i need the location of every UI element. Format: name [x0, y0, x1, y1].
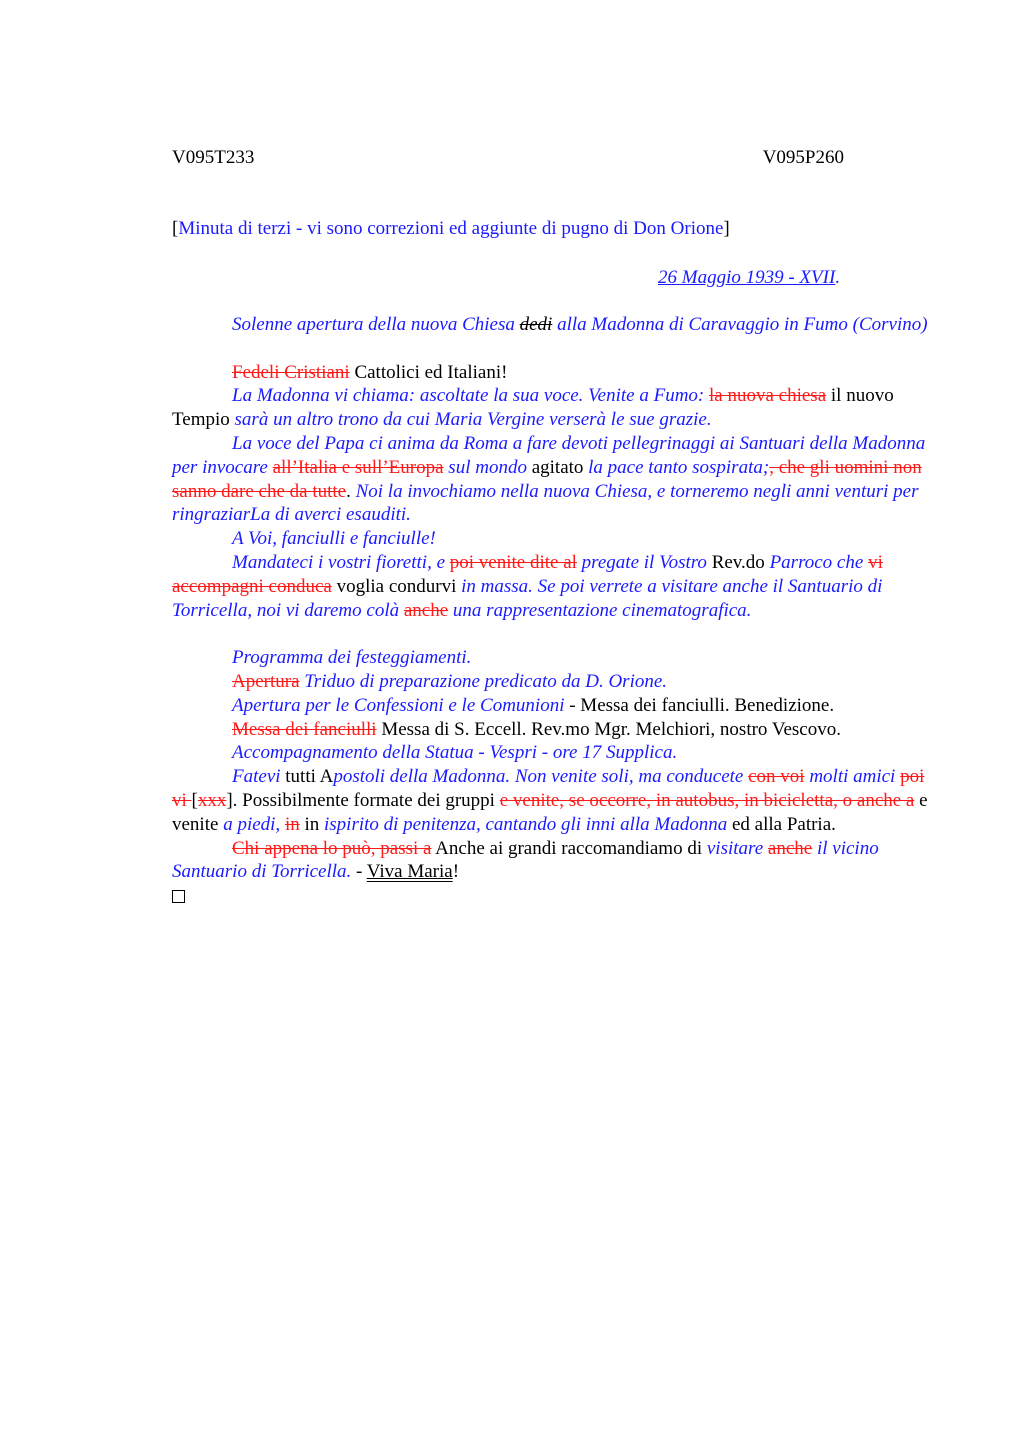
code-left: V095T233: [172, 147, 255, 168]
text-run: Cattolici ed Italiani!: [349, 361, 508, 383]
text-run: ]. Possibilmente formate dei gruppi: [226, 789, 500, 811]
deleted-text: anche: [403, 599, 449, 621]
deleted-text: dedi: [519, 314, 553, 335]
note-text: Minuta di terzi - vi sono correzioni ed aggiunte di pugno di Don Orione: [178, 218, 724, 239]
letter-body: [172, 313, 932, 910]
deleted-text: Apertura: [232, 670, 300, 692]
text-run: agitato: [526, 456, 589, 478]
text-run: Anche ai grandi raccomandiamo di: [431, 837, 707, 859]
text-run: Messa di S. Eccell. Rev.mo Mgr. Melchiori, nostro Vescovo.: [376, 718, 841, 740]
text-run: Mandateci i vostri fioretti, e: [232, 551, 450, 573]
text-run: -: [351, 861, 367, 883]
deleted-text: in: [284, 813, 300, 835]
text-run: !: [452, 861, 460, 883]
bracket-open: [: [172, 218, 179, 239]
end-marker-line: [172, 884, 932, 910]
text-run: Rev.do: [706, 551, 770, 573]
text-run: - Messa dei fanciulli. Benedizione.: [564, 694, 835, 716]
paragraph-apostles: [172, 765, 932, 836]
text-run: Fatevi: [232, 766, 281, 788]
deleted-text: Chi appena lo può, passi a: [232, 837, 432, 859]
program-item: [172, 741, 932, 765]
deleted-text: Fedeli Cristiani: [232, 361, 350, 383]
text-run: sarà un altro trono da cui Maria Vergine verserà le sue grazie.: [234, 409, 712, 431]
date-dot: .: [835, 267, 841, 288]
deleted-text: , che gli uomini non sanno dare che da tutte: [172, 456, 922, 502]
text-run: sul mondo: [443, 456, 527, 478]
paragraph-call: [172, 384, 932, 432]
text-run: A Voi, fanciulli e fanciulle!: [232, 528, 436, 550]
text-run: la pace tanto sospirata;: [588, 456, 770, 478]
text-run: ed alla Patria.: [727, 813, 836, 835]
spacer: [172, 337, 932, 361]
program-item: [172, 670, 932, 694]
text-run: una rappresentazione cinematografica.: [448, 599, 752, 621]
text-run: Parroco che: [769, 551, 869, 573]
paragraph-closing: [172, 837, 932, 885]
text-run: .: [346, 480, 351, 502]
text-run: in massa. Se poi verrete a visitare anche il Santuario di Torricella, noi vi daremo colà: [172, 575, 883, 621]
date-text: 26 Maggio 1939 - XVII: [658, 267, 836, 288]
text-run: e venite: [172, 789, 928, 835]
program-item: [172, 694, 932, 718]
code-right: V095P260: [762, 147, 844, 168]
deleted-text: Messa dei fanciulli: [232, 718, 377, 740]
deleted-text: xxx: [197, 789, 227, 811]
paragraph-flowers: [172, 551, 932, 622]
text-run: molti amici: [804, 766, 901, 788]
square-icon: [172, 890, 185, 903]
text-run: Programma dei festeggiamenti.: [232, 647, 472, 669]
text-run: tutti A: [280, 766, 334, 788]
deleted-text: all’Italia e sull’Europa: [272, 456, 444, 478]
program-title: [172, 646, 932, 670]
text-run: La Madonna vi chiama: ascoltate la sua voce. Venite a Fumo:: [232, 385, 710, 407]
deleted-text: con voi: [748, 766, 805, 788]
text-run: Solenne apertura della nuova Chiesa: [232, 314, 520, 335]
text-run: in: [299, 813, 324, 835]
deleted-text: poi vi: [172, 766, 925, 811]
paragraph-pope: [172, 432, 932, 527]
editorial-note: [172, 217, 730, 241]
text-run: ispirito di penitenza, cantando gli inni alla Madonna: [324, 813, 728, 835]
text-run: Apertura per le Confessioni e le Comunioni: [232, 694, 565, 716]
text-run: Accompagnamento della Statua - Vespri - ore 17 Supplica.: [232, 742, 678, 764]
text-run: a piedi,: [223, 813, 285, 835]
program-item: [172, 718, 932, 742]
paragraph-children: [172, 527, 932, 551]
text-run: Triduo di preparazione predicato da D. Orione.: [299, 670, 668, 692]
deleted-text: poi venite dite al: [449, 551, 577, 573]
deleted-text: anche: [767, 837, 813, 859]
text-run: pregate il Vostro: [576, 551, 707, 573]
text-run: alla Madonna di Caravaggio in Fumo (Corvino): [552, 314, 928, 335]
text-run: visitare: [706, 837, 768, 859]
text-run: Viva Maria: [366, 861, 453, 883]
title-paragraph: [172, 313, 932, 337]
text-run: Noi la invochiamo nella nuova Chiesa, e torneremo negli anni venturi per ringraziarLa di averci esauditi.: [172, 480, 919, 526]
spacer: [172, 622, 932, 646]
deleted-text: e venite, se occorre, in autobus, in bicicletta, o anche a: [499, 789, 915, 811]
text-run: voglia condurvi: [331, 575, 462, 597]
text-run: La voce del Papa ci anima da Roma a fare devoti pellegrinaggi ai Santuari della Madonna per invocare: [172, 432, 926, 478]
text-run: postoli della Madonna. Non venite soli, ma conducete: [333, 766, 749, 788]
date-line: [658, 266, 840, 290]
deleted-text: la nuova chiesa: [709, 385, 827, 407]
deleted-text: vi accompagni conduca: [172, 551, 883, 597]
bracket-close: ]: [723, 218, 730, 239]
text-run: il vicino Santuario di Torricella.: [172, 837, 879, 883]
greeting: [172, 361, 932, 385]
text-run: il nuovo Tempio: [172, 385, 894, 431]
text-run: [: [191, 789, 198, 811]
